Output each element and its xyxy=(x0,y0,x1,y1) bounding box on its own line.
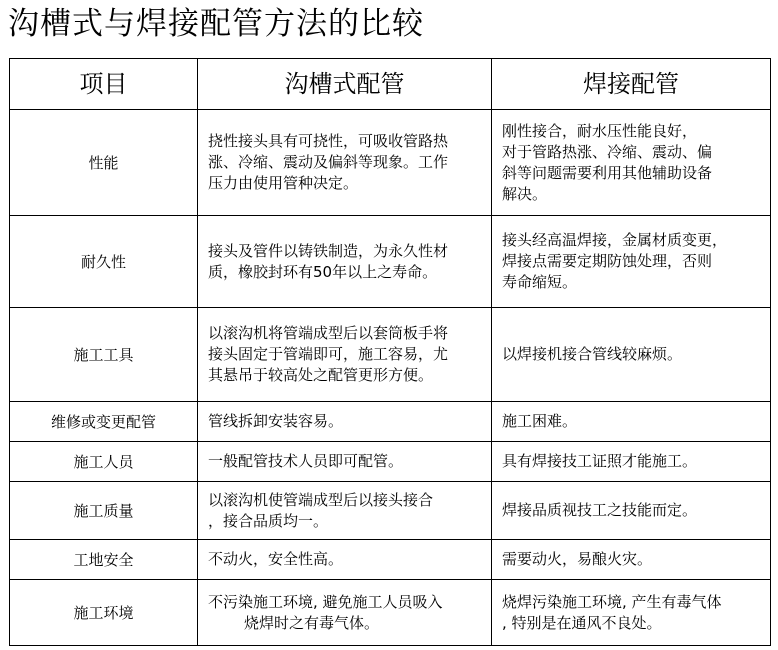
cell-text-line: 接头固定于管端即可，施工容易，尤 xyxy=(208,345,449,363)
row-groove-cell xyxy=(198,482,492,540)
row-item-label: 施工工具 xyxy=(10,308,198,402)
cell-text-line: 烧焊污染施工环境, 产生有毒气体 xyxy=(502,592,722,611)
table-row xyxy=(10,442,771,482)
cell-text-line: 以滚沟机将管端成型后以套筒板手将 xyxy=(208,324,449,342)
table-row xyxy=(10,308,771,402)
cell-text-line: 不动火，安全性高。 xyxy=(208,550,344,568)
row-groove-cell xyxy=(198,402,492,442)
cell-text-line: , 特别是在通风不良处。 xyxy=(502,613,662,632)
cell-text-line: 涨、冷缩、震动及偏斜等现象。工作 xyxy=(208,153,449,171)
cell-text-line: 以滚沟机使管端成型后以接头接合 xyxy=(208,490,434,509)
cell-text-line: 施工困难。 xyxy=(502,412,578,430)
row-item-label: 维修或变更配管 xyxy=(10,402,198,442)
table-row xyxy=(10,580,771,646)
cell-text-line: 烧焊时之有毒气体。 xyxy=(244,613,380,632)
row-weld-cell xyxy=(492,402,771,442)
table-row xyxy=(10,540,771,580)
row-item-label: 工地安全 xyxy=(10,540,198,580)
cell-text-line: 一般配管技术人员即可配管。 xyxy=(208,452,404,470)
cell-text-line: 对于管路热涨、冷缩、震动、偏 xyxy=(502,142,713,161)
cell-text-line: 斜等问题需要利用其他辅助设备 xyxy=(502,163,713,182)
cell-text-line: 刚性接合，耐水压性能良好， xyxy=(502,121,698,140)
table-row xyxy=(10,482,771,540)
row-weld-cell xyxy=(492,110,771,216)
table-row xyxy=(10,110,771,216)
cell-text-line: 质，橡胶封环有50年以上之寿命。 xyxy=(208,262,438,281)
row-groove-cell xyxy=(198,540,492,580)
row-weld-cell xyxy=(492,580,771,646)
table-body xyxy=(10,110,771,646)
cell-text-line: 寿命缩短。 xyxy=(502,273,578,291)
header-weld: 焊接配管 xyxy=(492,59,771,110)
row-groove-cell xyxy=(198,216,492,308)
header-groove: 沟槽式配管 xyxy=(198,59,492,110)
cell-text-line: 焊接点需要定期防蚀处理，否则 xyxy=(502,252,713,270)
cell-text-line: 其悬吊于较高处之配管更形方便。 xyxy=(208,366,434,384)
row-weld-cell xyxy=(492,308,771,402)
cell-text-line: 焊接品质视技工之技能而定。 xyxy=(502,501,698,519)
header-item: 项目 xyxy=(10,59,198,110)
cell-text-line: 解决。 xyxy=(502,184,548,203)
comparison-table xyxy=(9,58,771,646)
cell-text-line: 具有焊接技工证照才能施工。 xyxy=(502,452,698,470)
table-row xyxy=(10,402,771,442)
cell-text-line: 管线拆卸安装容易。 xyxy=(208,412,344,430)
row-groove-cell xyxy=(198,110,492,216)
row-weld-cell xyxy=(492,482,771,540)
row-groove-cell xyxy=(198,442,492,482)
page-title: 沟槽式与焊接配管方法的比较 xyxy=(8,6,424,42)
cell-text-line: 不污染施工环境, 避免施工人员吸入 xyxy=(208,592,443,611)
table-row xyxy=(10,216,771,308)
row-groove-cell xyxy=(198,580,492,646)
row-item-label: 耐久性 xyxy=(10,216,198,308)
cell-text-line: ，接合品质均一。 xyxy=(208,511,329,530)
cell-text-line: 挠性接头具有可挠性，可吸收管路热 xyxy=(208,132,449,150)
cell-text-line: 接头经高温焊接，金属材质变更， xyxy=(502,231,728,249)
row-weld-cell xyxy=(492,540,771,580)
cell-text-line: 接头及管件以铸铁制造，为永久性材 xyxy=(208,241,449,260)
row-weld-cell xyxy=(492,216,771,308)
row-item-label: 性能 xyxy=(10,110,198,216)
row-item-label: 施工环境 xyxy=(10,580,198,646)
cell-text-line: 需要动火，易酿火灾。 xyxy=(502,550,653,568)
row-groove-cell xyxy=(198,308,492,402)
cell-text-line: 以焊接机接合管线较麻烦。 xyxy=(502,345,683,363)
row-weld-cell xyxy=(492,442,771,482)
header-row xyxy=(10,59,771,110)
row-item-label: 施工质量 xyxy=(10,482,198,540)
row-item-label: 施工人员 xyxy=(10,442,198,482)
cell-text-line: 压力由使用管种决定。 xyxy=(208,174,359,192)
